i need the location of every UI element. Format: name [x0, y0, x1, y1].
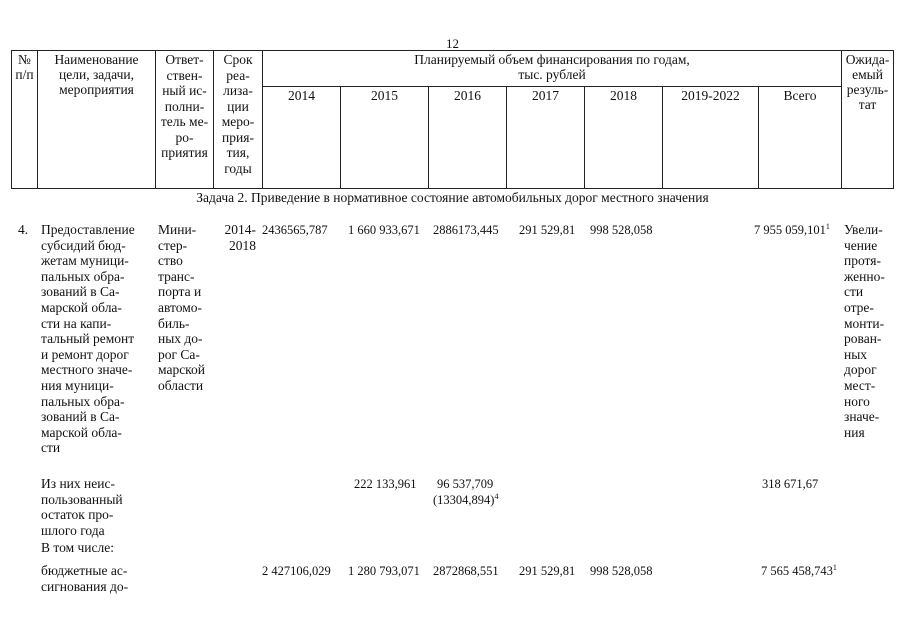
header-year-2015: 2015 — [341, 87, 429, 189]
header-total: Всего — [759, 87, 842, 189]
budget-value-2016: 2872868,551 — [433, 564, 499, 578]
header-name: Наименование цели, задачи, мероприятия — [38, 51, 156, 189]
including-label: В том числе: — [41, 540, 114, 555]
row-value-2018: 998 528,058 — [590, 223, 653, 237]
unused-value-2016: 96 537,709 — [437, 477, 494, 491]
row-value-total: 7 955 059,101$^1$ — [754, 221, 830, 237]
row-responsible: Мини- стер- ство транс- порта и автомо- биль- ных до- рог Са- марской области — [158, 222, 206, 393]
budget-label: бюджетные ас- сигнования до- — [41, 563, 129, 594]
unused-value-total: 318 671,67 — [762, 477, 819, 491]
header-number: № п/п — [12, 51, 38, 189]
header-year-2017: 2017 — [507, 87, 585, 189]
header-result: Ожида- емый резуль- тат — [842, 51, 894, 189]
unused-value-2016-extra: $(13304,894)^4$ — [433, 491, 499, 507]
header-year-2018: 2018 — [585, 87, 663, 189]
header-table — [11, 50, 894, 189]
row-result: Увели- чение протя- женно- сти отре- монти- рован- ных дорог мест- ного значе- ния — [844, 222, 885, 440]
footnote-marker: 4 — [494, 491, 499, 501]
header-funding: Планируемый объем финансирования по годам, тыс. рублей — [263, 51, 842, 87]
task-title: Задача 2. Приведение в нормативное состояние автомобильных дорог местного значения — [196, 190, 709, 205]
budget-value-2015: 1 280 793,071 — [348, 564, 420, 578]
row-number: 4. — [18, 222, 29, 237]
row-value-2014: 2436565,787 — [262, 223, 328, 237]
unused-value-2015: 222 133,961 — [354, 477, 417, 491]
budget-value-2018: 998 528,058 — [590, 564, 653, 578]
row-value-2016: 2886173,445 — [433, 223, 499, 237]
row-name: Предоставление субсидий бюд- жетам муници- пальных обра- зований в Са- марской обла- сти на капи- тальный ремонт и ремонт дорог местного значе- ния муници- пальных обра- зований в Са- марской обла- сти — [41, 222, 135, 456]
unused-label: Из них неис- пользованный остаток про- шлого года — [41, 476, 123, 538]
budget-value-total: 7 565 458,743$^1$ — [761, 562, 837, 578]
row-value-2017: 291 529,81 — [519, 223, 576, 237]
footnote-marker: 1 — [832, 562, 837, 572]
header-year-2014: 2014 — [263, 87, 341, 189]
budget-value-2014: 2 427106,029 — [262, 564, 331, 578]
page-number: 12 — [446, 36, 459, 51]
row-value-2015: 1 660 933,671 — [348, 223, 420, 237]
header-year-2019-2022: 2019-2022 — [663, 87, 759, 189]
header-year-2016: 2016 — [429, 87, 507, 189]
header-term: Срок реа- лиза- ции меро- прия- тия, годы — [214, 51, 263, 189]
footnote-marker: 1 — [825, 221, 830, 231]
budget-value-2017: 291 529,81 — [519, 564, 576, 578]
row-term: 2014- 2018 — [224, 222, 256, 253]
header-responsible: Ответ- ствен- ный ис- полни- тель ме- ро- приятия — [156, 51, 214, 189]
